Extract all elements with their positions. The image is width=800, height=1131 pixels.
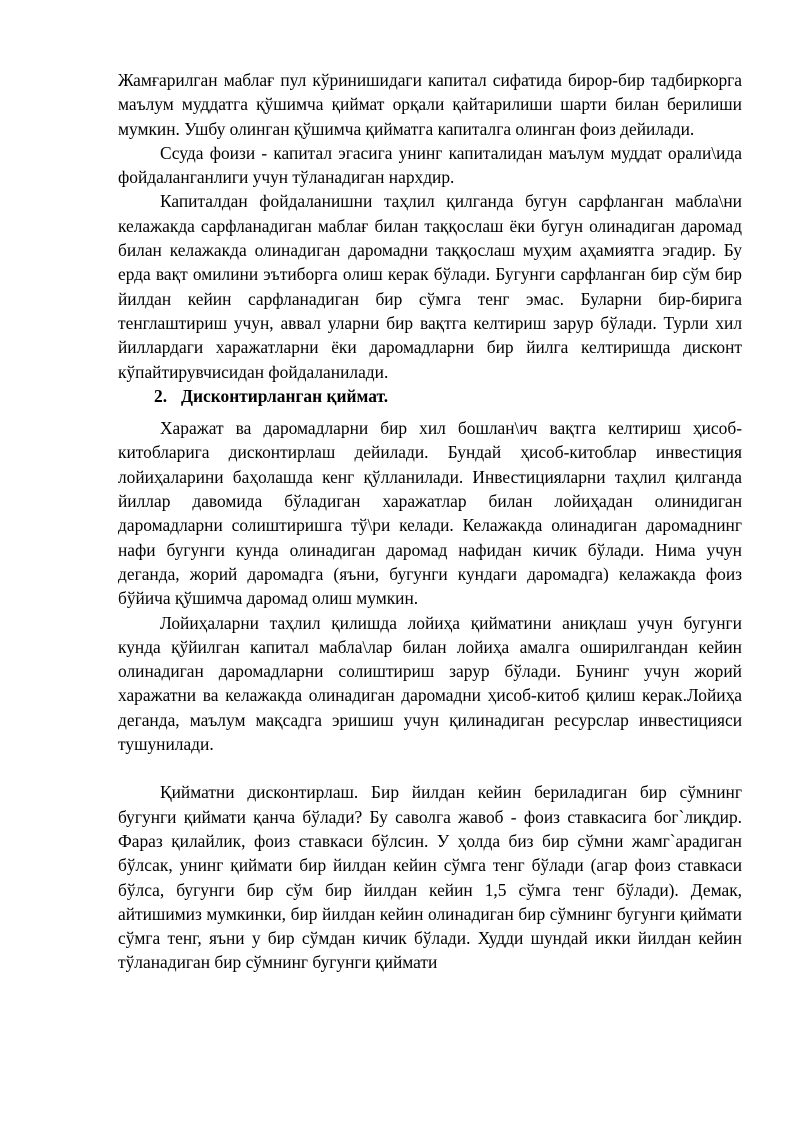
paragraph-time-factor: Капиталдан фойдаланишни таҳлил қилганда бугун сарфланган мабла\ни келажакда сарфланадиган маблағ билан таққослаш ёки бугун олинадиган даромад билан келажакда олинадиган даромадни таққослаш муҳим аҳамиятга эгадир. Бу ерда вақт омилини эътиборга олиш керак бўлади. Бугунги сарфланган бир сўм бир йилдан кейин сарфланадиган бир сўмга тенг эмас. Буларни бир-бирига тенглаштириш учун, аввал уларни бир вақтга келтириш зарур бўлади. Турли хил йиллардаги харажатларни ёки даромадларни бир йилга келтиришда дисконт кўпайтирувчисидан фойдаланилади. (118, 191, 742, 382)
document-page (118, 68, 742, 975)
paragraph-discounting-definition: Харажат ва даромадларни бир хил бошлан\ич вақтга келтириш ҳисоб-китобларига дисконтирлаш дейилади. Бундай ҳисоб-китоблар инвестиция лойиҳаларини баҳолашда кенг қўлланилади. Инвестицияларни таҳлил қилганда йиллар давомида бўладиган харажатлар билан лойиҳадан олинидиган даромадларни солиштиришга тў\ри келади. Келажакда олинадиган даромаднинг нафи бугунги кунда олинадиган даромад нафидан кичик бўлади. Нима учун деганда, жорий даромадга (яъни, бугунги кундаги даромадга) келажакда фоиз бўйича қўшимча даромад олиш мумкин. (118, 418, 742, 609)
paragraph-loan-interest: Ссуда фоизи - капитал эгасига унинг капиталидан маълум муддат орали\ида фойдаланганлиги учун тўланадиган нархдир. (118, 142, 742, 188)
section-title: Дисконтирланган қиймат. (181, 385, 389, 406)
paragraph-value-discounting: Қийматни дисконтирлаш. Бир йилдан кейин бериладиган бир сўмнинг бугунги қиймати қанча бўлади? Бу саволга жавоб - фоиз ставкасига бог`лиқдир. Фараз қилайлик, фоиз ставкаси бўлсин. У ҳолда биз бир сўмни жамг`арадиган бўлсак, унинг қиймати бир йилдан кейин сўмга тенг бўлади (агар фоиз ставкаси бўлса, бугунги бир сўм бир йилдан кейин 1,5 сўмга тенг бўлади). Демак, айтишимиз мумкинки, бир йилдан кейин олинадиган бир сўмнинг бугунги қиймати сўмга тенг, яъни у бир сўмдан кичик бўлади. Худди шундай икки йилдан кейин тўланадиган бир сўмнинг бугунги қиймати (118, 782, 742, 973)
paragraph-capital-interest: Жамғарилган маблағ пул кўринишидаги капитал сифатида бирор-бир тадбиркорга маълум муддатга қўшимча қиймат орқали қайтарилиши шарти билан берилиши мумкин. Ушбу олинган қўшимча қийматга капиталга олинган фоиз дейилади. (118, 70, 742, 139)
section-heading (118, 384, 742, 408)
paragraph-project-analysis: Лойиҳаларни таҳлил қилишда лойиҳа қийматини аниқлаш учун бугунги кунда қўйилган капитал мабла\лар билан лойиҳа амалга оширилгандан кейин олинадиган даромадларни солиштириш зарур бўлади. Бунинг учун жорий харажатни ва келажакда олинадиган даромадни ҳисоб-китоб қилиш керак.Лойиҳа деганда, маълум мақсадга эришиш учун қилинадиган ресурслар инвестицияси тушунилади. (118, 612, 742, 755)
section-number: 2. (154, 385, 168, 406)
